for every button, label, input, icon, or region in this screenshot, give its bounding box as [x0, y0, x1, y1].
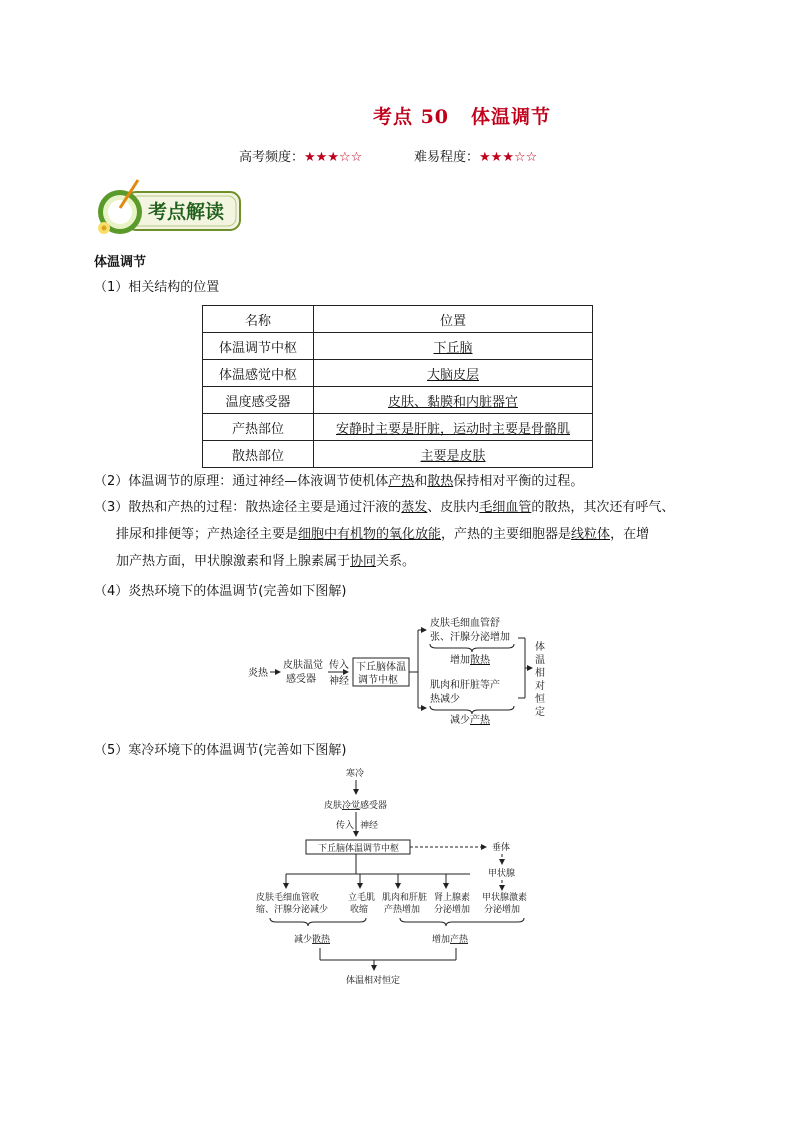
- table-cell: [314, 333, 593, 360]
- hot-outcome-char: 相: [535, 668, 545, 679]
- hot-outcome-char: 对: [535, 681, 545, 692]
- hot-receptor-line2: 感受器: [286, 674, 316, 685]
- structure-position-table: [202, 305, 593, 468]
- table-cell: 体温感觉中枢: [203, 360, 314, 387]
- difficulty-stars: ★★★☆☆: [479, 150, 538, 165]
- answer-blank: 协同: [350, 554, 377, 569]
- cold-effect5-line2: 分泌增加: [484, 905, 521, 915]
- cold-center: 下丘脑体温调节中枢: [318, 844, 400, 854]
- text: ，在增: [610, 527, 650, 542]
- cold-effect3-line1: 肌肉和肝脏: [382, 893, 428, 903]
- hot-outcome-char: 定: [535, 707, 545, 718]
- page-title: [0, 102, 794, 129]
- table-cell-value: 安静时主要是肝脏，运动时主要是骨骼肌: [335, 421, 570, 437]
- hot-outcome-char: 体: [535, 642, 545, 653]
- answer-blank: 毛细血管: [479, 500, 532, 515]
- cold-effect4-line1: 肾上腺素: [434, 893, 471, 903]
- table-header-row: [203, 306, 593, 333]
- hot-regulation-diagram: [240, 610, 560, 728]
- frequency-label: 高考频度：: [239, 150, 305, 165]
- table-cell: [314, 387, 593, 414]
- cold-result1: [294, 933, 331, 945]
- answer-blank: 产热: [450, 935, 469, 945]
- text: ，产热的主要细胞器是: [441, 527, 572, 542]
- item-3-paragraph: [94, 494, 714, 575]
- answer-blank: 细胞中有机物的氧化放能: [298, 527, 442, 542]
- answer-blank: 散热: [470, 655, 490, 666]
- text: 和: [414, 474, 428, 489]
- table-header-cell: 位置: [314, 306, 593, 333]
- hot-outcome-char: 温: [535, 655, 545, 666]
- table-header-cell: 名称: [203, 306, 314, 333]
- table-row: [203, 387, 593, 414]
- answer-blank: 蒸发: [401, 500, 428, 515]
- hot-effect2-line2: 热减少: [430, 694, 460, 705]
- answer-blank: 散热: [427, 474, 454, 489]
- hot-nerve: 神经: [329, 676, 349, 687]
- hot-effect2-line1: 肌肉和肝脏等产: [430, 680, 500, 691]
- hot-effect1-line2: 张、汗腺分泌增加: [430, 632, 510, 643]
- item-2-paragraph: [94, 468, 583, 495]
- cold-receptor: [324, 799, 387, 811]
- cold-effect5-line1: 甲状腺激素: [482, 893, 528, 903]
- text: （2）体温调节的原理：通过神经—体液调节使机体: [94, 474, 389, 489]
- cold-effect4-line2: 分泌增加: [434, 905, 471, 915]
- text: 感受器: [360, 801, 388, 811]
- cold-effect1-line2: 缩、汗腺分泌减少: [256, 905, 329, 915]
- table-cell-value: 大脑皮层: [426, 367, 479, 383]
- section-heading: 体温调节: [94, 255, 147, 270]
- difficulty-label: 难易程度：: [414, 150, 480, 165]
- difficulty-rating: [414, 146, 537, 165]
- result-prefix: 减少: [450, 715, 470, 726]
- table-cell-value: 下丘脑: [433, 340, 473, 356]
- table-cell: 产热部位: [203, 414, 314, 441]
- hot-effect1-line1: 皮肤毛细血管舒: [430, 618, 500, 629]
- item-5-label: （5）寒冷环境下的体温调节(完善如下图解): [94, 743, 347, 758]
- answer-blank: 产热: [388, 474, 415, 489]
- hot-result2: [450, 713, 491, 726]
- cold-effect3-line2: 产热增加: [384, 905, 421, 915]
- text: （3）散热和产热的过程：散热途径主要是通过汗液的: [94, 500, 402, 515]
- item-4-label: （4）炎热环境下的体温调节(完善如下图解): [94, 584, 347, 599]
- result-prefix: 增加: [432, 935, 451, 945]
- coconut-icon: [94, 178, 244, 238]
- text: 皮肤: [324, 801, 343, 811]
- hot-stimulus: 炎热: [248, 668, 268, 679]
- frequency-rating: [239, 146, 362, 165]
- text: 关系。: [376, 554, 416, 569]
- table-cell-value: 主要是皮肤: [420, 448, 486, 464]
- text: 的散热，其次还有呼气、: [531, 500, 675, 515]
- answer-blank: 线粒体: [571, 527, 611, 542]
- cold-thyroid: 甲状腺: [488, 869, 516, 879]
- table-cell: 温度感受器: [203, 387, 314, 414]
- answer-blank: 冷觉: [342, 801, 361, 811]
- text: 、皮肤内: [427, 500, 480, 515]
- table-cell: [314, 360, 593, 387]
- hot-outcome-char: 恒: [535, 694, 545, 705]
- answer-blank: 散热: [312, 935, 331, 945]
- table-cell-value: 皮肤、黏膜和内脏器官: [387, 394, 518, 410]
- title-prefix: 考点 50: [372, 106, 450, 128]
- cold-effect2-line2: 收缩: [350, 905, 369, 915]
- hot-center-line1: 下丘脑体温: [356, 662, 406, 673]
- cold-afferent: 传入: [336, 821, 355, 831]
- frequency-stars: ★★★☆☆: [304, 150, 363, 165]
- section-banner: [94, 178, 244, 238]
- table-row: [203, 360, 593, 387]
- table-row: [203, 441, 593, 468]
- cold-effect1-line1: 皮肤毛细血管收: [256, 893, 320, 903]
- table-cell: [314, 441, 593, 468]
- hot-receptor-line1: 皮肤温觉: [283, 660, 323, 671]
- title-main: 体温调节: [471, 106, 552, 128]
- table-row: [203, 414, 593, 441]
- result-prefix: 增加: [450, 655, 470, 666]
- text: 加产热方面，甲状腺激素和肾上腺素属于: [116, 554, 351, 569]
- cold-nerve: 神经: [360, 821, 379, 831]
- banner-text: 考点解读: [148, 201, 225, 223]
- cold-outcome: 体温相对恒定: [346, 976, 401, 986]
- table-cell: [314, 414, 593, 441]
- text: 保持相对平衡的过程。: [453, 474, 584, 489]
- table-cell: 体温调节中枢: [203, 333, 314, 360]
- hot-result1: [450, 653, 491, 666]
- cold-pituitary: 垂体: [492, 843, 511, 853]
- table-cell: 散热部位: [203, 441, 314, 468]
- item-1-label: （1）相关结构的位置: [94, 280, 220, 295]
- hot-center-line2: 调节中枢: [358, 675, 398, 686]
- cold-effect2-line1: 立毛肌: [348, 893, 376, 903]
- text: 排尿和排便等；产热途径主要是: [116, 527, 299, 542]
- cold-stimulus: 寒冷: [346, 769, 365, 779]
- hot-afferent: 传入: [329, 660, 349, 671]
- table-row: [203, 333, 593, 360]
- answer-blank: 产热: [470, 715, 490, 726]
- result-prefix: 减少: [294, 935, 313, 945]
- cold-regulation-diagram: [250, 766, 550, 990]
- cold-result2: [432, 933, 469, 945]
